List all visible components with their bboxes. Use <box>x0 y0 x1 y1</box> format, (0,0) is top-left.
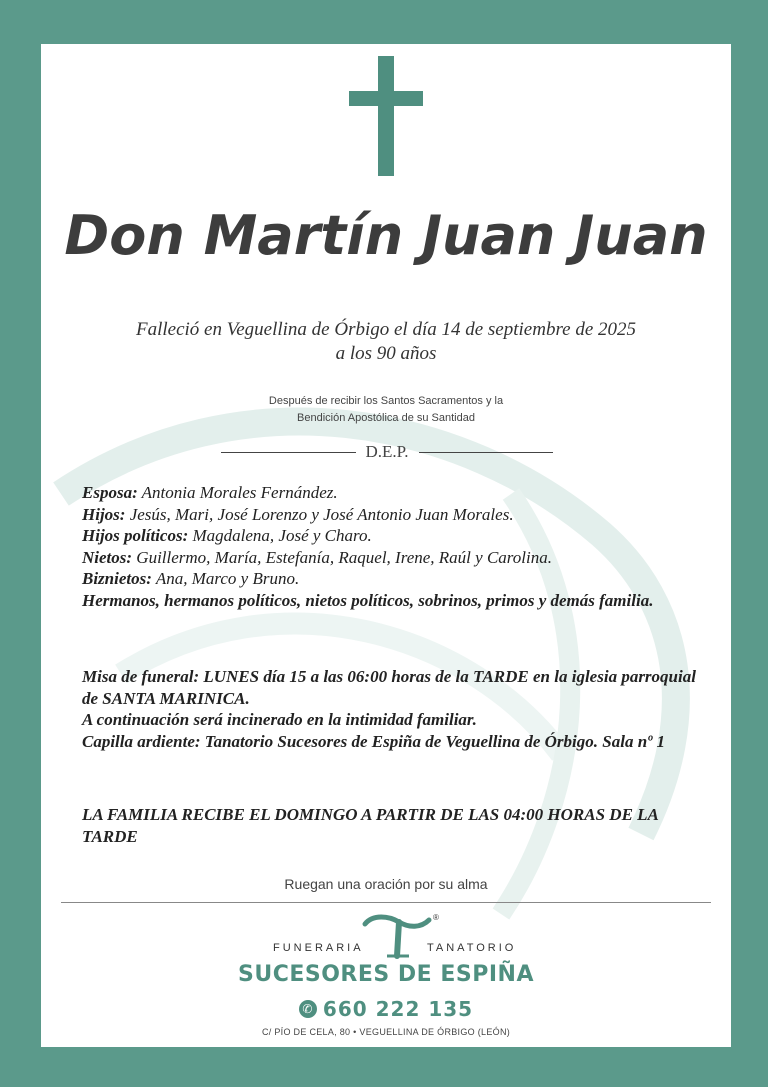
dep-divider <box>221 440 553 464</box>
family-line-esposa: Esposa: Antonia Morales Fernández. <box>82 483 338 502</box>
prayer-request: Ruegan una oración por su alma <box>284 876 488 892</box>
family-line-nietos: Nietos: Guillermo, María, Estefanía, Raquel, Irene, Raúl y Carolina. <box>82 547 552 567</box>
phone-number <box>41 997 731 1021</box>
age-line: a los 90 años <box>335 343 437 364</box>
dep-text: D.E.P. <box>365 442 409 461</box>
sacraments-line-2: Bendición Apostólica de su Santidad <box>297 412 475 424</box>
family-line-hijos: Hijos: Jesús, Mari, José Lorenzo y José Antonio Juan Morales. <box>82 504 514 524</box>
phone-icon: ✆ <box>299 1000 317 1018</box>
funeral-cremation: A continuación será incinerado en la intimidad familiar. <box>82 710 477 729</box>
tanatorio-label: TANATORIO <box>427 942 517 954</box>
funeral-details <box>82 666 712 752</box>
family-line-hijos-politicos: Hijos políticos: Magdalena, José y Charo. <box>82 526 372 545</box>
funeral-mass: Misa de funeral: LUNES día 15 a las 06:00 horas de la TARDE en la iglesia parroquial de SANTA MARINICA. <box>82 667 696 708</box>
sacraments-note <box>41 393 731 427</box>
death-date-line: Falleció en Veguellina de Órbigo el día 14 de septiembre de 2025 <box>135 319 637 340</box>
footer-divider <box>61 902 711 903</box>
sacraments-line-1: Después de recibir los Santos Sacramentos y la <box>268 395 504 407</box>
divider-line-right <box>419 452 554 453</box>
company-name: SUCESORES DE ESPIÑA <box>238 962 534 987</box>
funeral-chapel: Capilla ardiente: Tanatorio Sucesores de Espiña de Veguellina de Órbigo. Sala nº 1 <box>82 731 665 751</box>
company-address: C/ PÍO DE CELA, 80 • VEGUELLINA DE ÓRBIGO (LEÓN) <box>261 1027 511 1037</box>
obituary-sheet <box>41 44 731 1047</box>
family-list <box>82 482 712 611</box>
funeraria-label: FUNERARIA <box>273 942 364 954</box>
deceased-name: Don Martín Juan Juan <box>64 204 708 267</box>
family-line-biznietos: Biznietos: Ana, Marco y Bruno. <box>82 569 300 588</box>
phone-text: 660 222 135 <box>322 997 474 1021</box>
divider-line-left <box>221 452 356 453</box>
cross-icon <box>349 56 423 176</box>
family-receives: LA FAMILIA RECIBE EL DOMINGO A PARTIR DE LAS 04:00 HORAS DE LA TARDE <box>82 805 658 846</box>
registered-mark: ® <box>433 913 439 922</box>
family-extra: Hermanos, hermanos políticos, nietos políticos, sobrinos, primos y demás familia. <box>82 590 654 610</box>
death-notice <box>41 318 731 366</box>
